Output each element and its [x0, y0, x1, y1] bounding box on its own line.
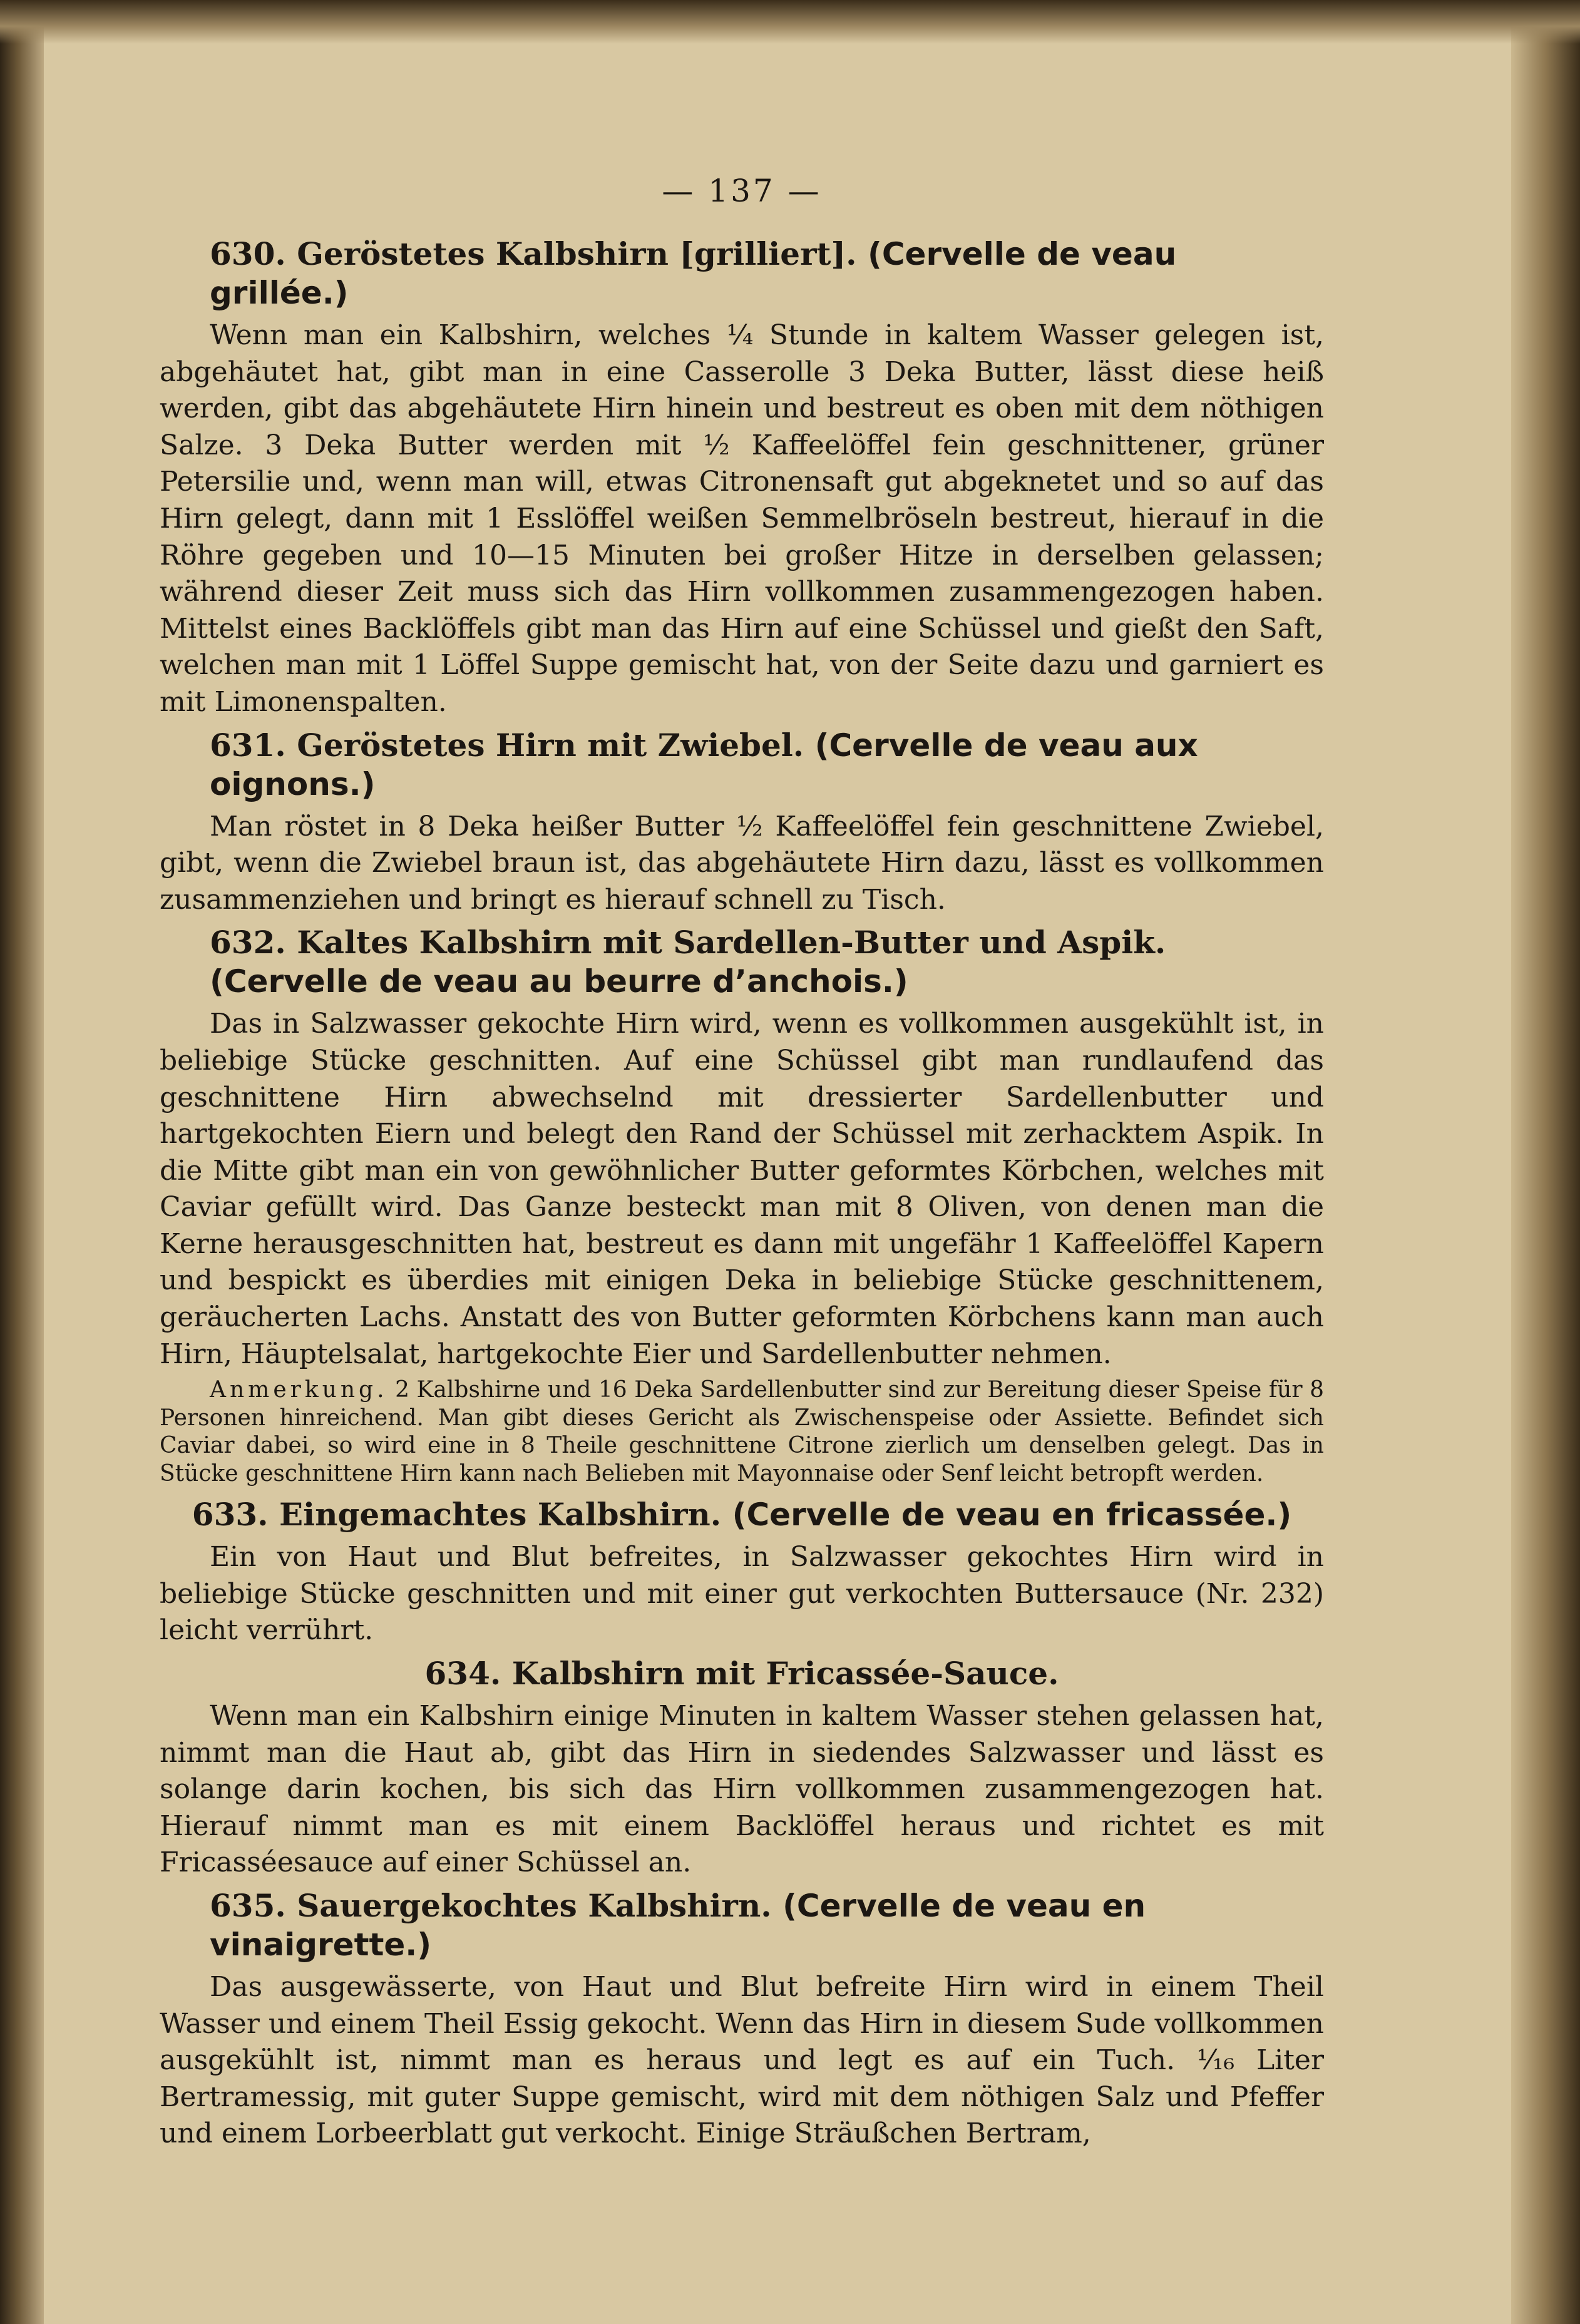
- recipe-number: 634.: [424, 1655, 501, 1692]
- recipe-title-fr: (Cervelle de veau grillée.): [210, 236, 1177, 311]
- recipe-title-fr: (Cervelle de veau en fricassée.): [732, 1497, 1292, 1533]
- recipe-text-635: Das ausgewässerte, von Haut und Blut befreite Hirn wird in einem Theil Wasser und einem Theil Essig gekocht. Wenn das Hirn in diesem Sude vollkommen ausgekühlt ist, nimmt man es heraus und legt es auf ein Tuch. ¹⁄₁₆ Liter Bertramessig, mit guter Suppe gemischt, wird mit dem nöthigen Salz und Pfeffer und einem Lorbeerblatt gut verkocht. Einige Sträußchen Bertram,: [160, 1971, 1324, 2150]
- recipe-title-de: Sauergekochtes Kalbshirn.: [297, 1887, 772, 1924]
- recipe-text-633: Ein von Haut und Blut befreites, in Salzwasser gekochtes Hirn wird in beliebige Stücke geschnitten und mit einer gut verkochten Buttersauce (Nr. 232) leicht verrührt.: [160, 1541, 1324, 1647]
- recipe-text-630: Wenn man ein Kalbshirn, welches ¼ Stunde in kaltem Wasser gelegen ist, abgehäutet hat, gibt man in eine Casserolle 3 Deka Butter, lässt diese heiß werden, gibt das abgehäutete Hirn hinein und bestreut es oben mit dem nöthigen Salze. 3 Deka Butter werden mit ½ Kaffeelöffel fein geschnittener, grüner Petersilie und, wenn man will, etwas Citronensaft gut abgeknetet und so auf das Hirn gelegt, dann mit 1 Esslöffel weißen Semmelbröseln bestreut, hierauf in die Röhre gegeben und 10—15 Minuten bei großer Hitze in derselben gelassen; während dieser Zeit muss sich das Hirn vollkommen zusammengezogen haben. Mittelst eines Backlöffels gibt man das Hirn auf eine Schüssel und gießt den Saft, welchen man mit 1 Löffel Suppe gemischt hat, von der Seite dazu und garniert es mit Limonenspalten.: [160, 319, 1324, 718]
- recipe-heading-633: [160, 1495, 1324, 1534]
- recipe-title-fr: (Cervelle de veau aux oignons.): [210, 727, 1198, 802]
- recipe-title-de: Geröstetes Kalbshirn [grilliert].: [297, 235, 857, 272]
- note-label: Anmerkung.: [210, 1377, 388, 1403]
- recipe-title-de: Kaltes Kalbshirn mit Sardellen-Butter und Aspik.: [297, 924, 1166, 961]
- recipe-text-631: Man röstet in 8 Deka heißer Butter ½ Kaffeelöffel fein geschnittene Zwiebel, gibt, wenn die Zwiebel braun ist, das abgehäutete Hirn dazu, lässt es vollkommen zusammenziehen und bringt es hierauf schnell zu Tisch.: [160, 810, 1324, 916]
- recipe-text-634: Wenn man ein Kalbshirn einige Minuten in kaltem Wasser stehen gelassen hat, nimmt man die Haut ab, gibt das Hirn in siedendes Salzwasser und lässt es solange darin kochen, bis sich das Hirn vollkommen zusammengezogen hat. Hierauf nimmt man es mit einem Backlöffel heraus und richtet es mit Fricasséesauce auf einer Schüssel an.: [160, 1700, 1324, 1879]
- page-binding-shadow: [0, 0, 44, 2324]
- recipe-number: 632.: [210, 924, 286, 961]
- page-top-edge: [0, 0, 1580, 44]
- recipe-heading-631: [160, 726, 1324, 804]
- recipe-title-fr: (Cervelle de veau au beurre d’anchois.): [210, 963, 908, 1000]
- recipe-number: 630.: [210, 235, 286, 272]
- recipe-heading-630: [160, 235, 1324, 312]
- recipe-title-de: Kalbshirn mit Fricassée-Sauce.: [511, 1655, 1059, 1692]
- page-number: — 137 —: [662, 173, 822, 209]
- recipe-note-632: [160, 1376, 1324, 1488]
- page-right-edge: [1511, 0, 1580, 2324]
- recipe-heading-635: [160, 1886, 1324, 1964]
- recipe-heading-634: [160, 1654, 1324, 1693]
- note-text: 2 Kalbshirne und 16 Deka Sardellenbutter sind zur Bereitung dieser Speise für 8 Personen hinreichend. Man gibt dieses Gericht als Zwischenspeise oder Assiette. Befindet sich Caviar dabei, so wird eine in 8 Theile geschnittene Citrone zierlich um denselben gelegt. Das in Stücke geschnittene Hirn kann nach Belieben mit Mayonnaise oder Senf leicht betropft werden.: [160, 1377, 1324, 1487]
- recipe-number: 633.: [192, 1496, 269, 1533]
- recipe-number: 635.: [210, 1887, 286, 1924]
- recipe-text-632: Das in Salzwasser gekochte Hirn wird, wenn es vollkommen ausgekühlt ist, in beliebige Stücke geschnitten. Auf eine Schüssel gibt man rundlaufend das geschnittene Hirn abwechselnd mit dressierter Sardellenbutter und hartgekochten Eiern und belegt den Rand der Schüssel mit zerhacktem Aspik. In die Mitte gibt man ein von gewöhnlicher Butter geformtes Körbchen, welches mit Caviar gefüllt wird. Das Ganze besteckt man mit 8 Oliven, von denen man die Kerne herausgeschnitten hat, bestreut es dann mit ungefähr 1 Kaffeelöffel Kapern und bespickt es überdies mit einigen Deka in beliebige Stücke geschnittenem, geräucherten Lachs. Anstatt des von Butter geformten Körbchens kann man auch Hirn, Häuptelsalat, hartgekochte Eier und Sardellenbutter nehmen.: [160, 1008, 1324, 1370]
- page-content: [160, 172, 1324, 2156]
- recipe-title-de: Eingemachtes Kalbshirn.: [279, 1496, 722, 1533]
- recipe-number: 631.: [210, 726, 286, 764]
- recipe-title-de: Geröstetes Hirn mit Zwiebel.: [297, 726, 804, 764]
- recipe-title-fr: (Cervelle de veau en vinaigrette.): [210, 1888, 1146, 1963]
- recipe-heading-632: [160, 923, 1324, 1001]
